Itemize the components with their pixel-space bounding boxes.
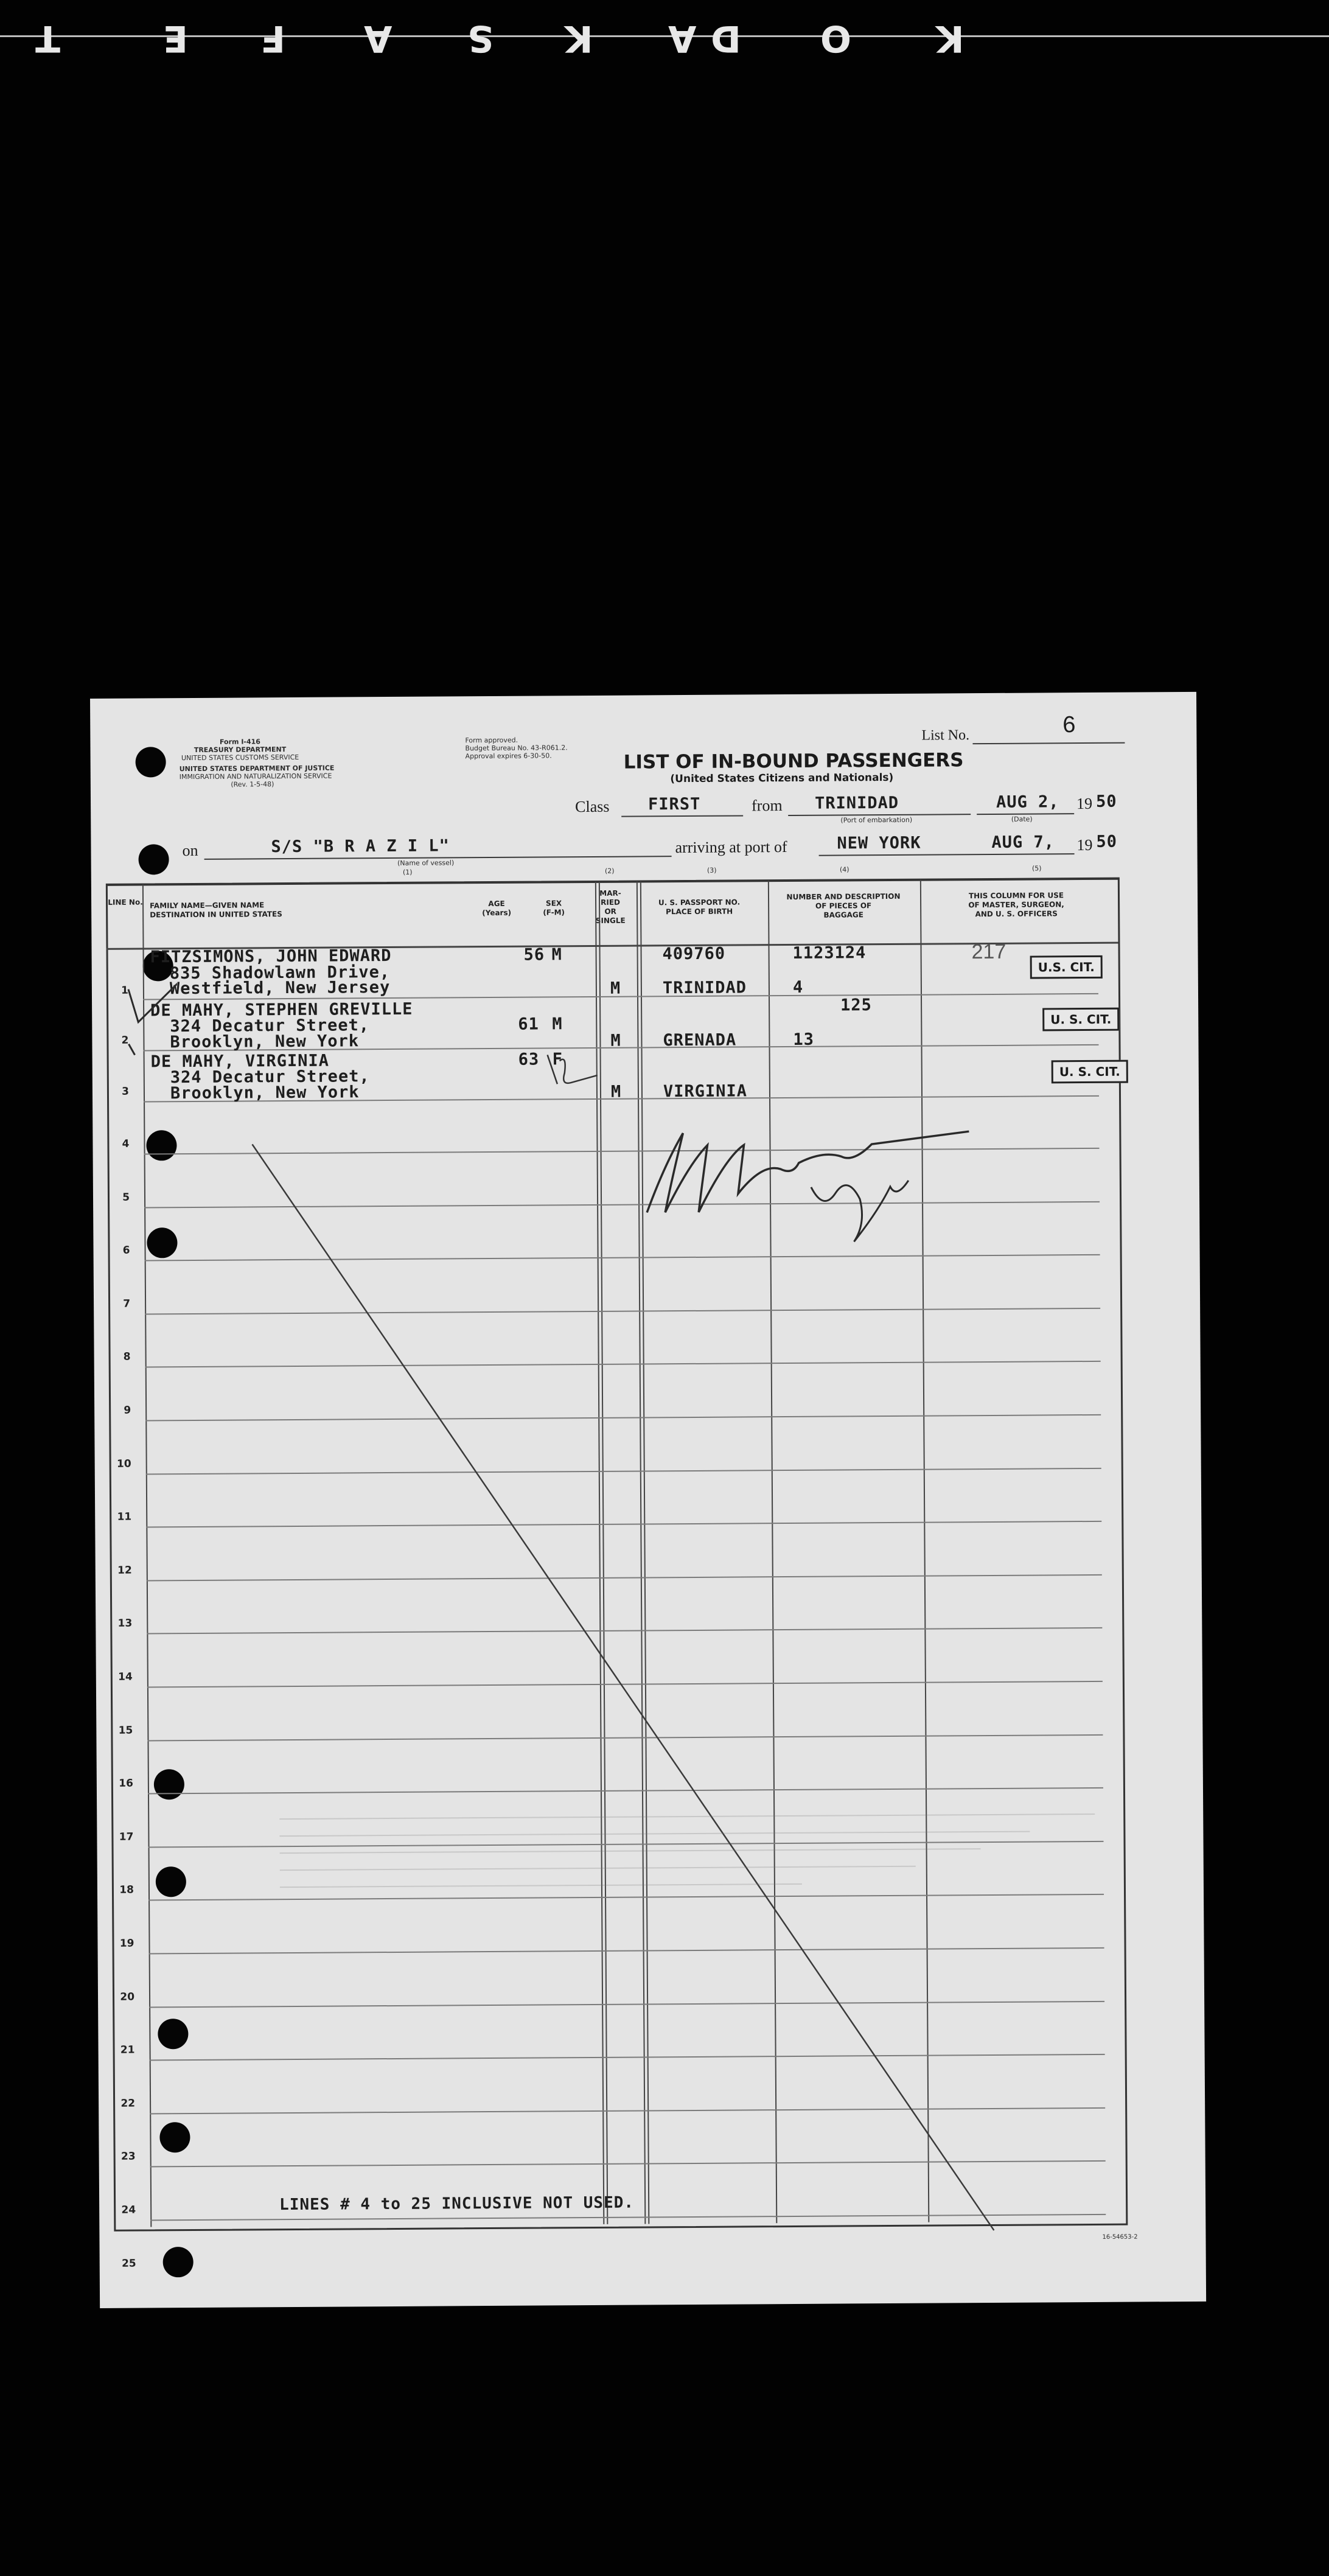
passenger-address: 324 Decatur Street,: [170, 1067, 370, 1087]
approval-line: Form approved.: [465, 736, 518, 745]
cancellation-line: [90, 692, 1206, 2308]
class-label: Class: [575, 797, 610, 816]
us-citizen-stamp: U.S. CIT.: [1030, 955, 1103, 979]
line-number: 23: [120, 2150, 136, 2163]
passenger-birthplace: GRENADA: [663, 1030, 737, 1050]
footer-code: 16-54653-2: [1102, 2233, 1138, 2241]
line-number: 10: [116, 1457, 131, 1470]
passenger-baggage-pieces: 13: [793, 1030, 815, 1049]
film-letter: E: [163, 17, 188, 60]
us-citizen-stamp: U. S. CIT.: [1042, 1008, 1119, 1031]
line-number: 14: [118, 1670, 133, 1683]
passenger-manifest-sheet: [90, 692, 1206, 2308]
agency-treasury: TREASURY DEPARTMENT: [194, 745, 287, 754]
line-number: 21: [120, 2044, 135, 2056]
column-number: (4): [839, 865, 849, 874]
passenger-name: FITZSIMONS, JOHN EDWARD: [150, 946, 392, 967]
line-number: 4: [122, 1137, 130, 1150]
passenger-address: 324 Decatur Street,: [170, 1016, 370, 1036]
from-value: TRINIDAD: [814, 793, 899, 813]
vessel-caption: (Name of vessel): [397, 859, 455, 867]
form-number: Form I-416: [219, 738, 260, 746]
arrival-date: AUG 7,: [991, 832, 1055, 852]
officer-note: 217: [971, 940, 1006, 964]
line-number: 13: [117, 1617, 133, 1630]
passenger-married: M: [610, 1031, 621, 1050]
passenger-married: M: [610, 979, 621, 998]
passenger-age: 56: [523, 945, 545, 965]
approval-line: Approval expires 6-30-50.: [465, 752, 552, 761]
passenger-age: 61: [518, 1014, 539, 1034]
line-number: 3: [122, 1085, 130, 1098]
arriving-label: arriving at port of: [675, 838, 787, 857]
passenger-sex: M: [552, 1014, 563, 1034]
date-year: 50: [1095, 792, 1117, 811]
agency-customs: UNITED STATES CUSTOMS SERVICE: [181, 753, 299, 763]
film-letter: S: [467, 17, 494, 60]
form-title: LIST OF IN-BOUND PASSENGERS: [623, 749, 964, 773]
column-header-passport: U. S. PASSPORT NO. PLACE OF BIRTH: [658, 898, 741, 916]
line-number: 20: [120, 1991, 135, 2003]
list-no-value: 6: [1062, 712, 1076, 738]
line-number: 17: [119, 1831, 134, 1843]
arrival-year-prefix: 19: [1076, 836, 1093, 854]
film-letter: K: [936, 17, 964, 60]
line-number: 24: [121, 2204, 136, 2216]
passenger-sex: F: [552, 1050, 563, 1069]
bleed-through-area: [279, 1806, 1095, 1933]
on-label: on: [182, 841, 198, 860]
agency-justice: UNITED STATES DEPARTMENT OF JUSTICE: [179, 764, 335, 773]
film-letter: A: [668, 17, 697, 60]
passenger-birthplace: VIRGINIA: [663, 1081, 748, 1101]
date-caption: (Date): [1011, 815, 1033, 823]
line-number: 11: [117, 1510, 132, 1523]
passenger-baggage-no: 1123124: [792, 943, 867, 963]
film-letter: A: [364, 17, 392, 60]
line-number: 8: [123, 1350, 131, 1363]
form-subtitle: (United States Citizens and Nationals): [670, 771, 894, 786]
film-edge-line: [0, 35, 1329, 37]
film-letter: K: [565, 17, 593, 60]
line-number: 7: [123, 1297, 131, 1310]
column-header-officers: THIS COLUMN FOR USE OF MASTER, SURGEON, AND U. S. OFFICERS: [968, 891, 1064, 919]
passenger-name: DE MAHY, STEPHEN GREVILLE: [150, 999, 413, 1021]
line-number: 6: [122, 1244, 130, 1257]
date-value: AUG 2,: [996, 792, 1059, 812]
passenger-address: Brooklyn, New York: [170, 1083, 360, 1103]
passenger-baggage-pieces: 4: [792, 977, 804, 997]
column-number: (5): [1031, 864, 1042, 873]
list-no-label: List No.: [921, 727, 970, 744]
arrival-year: 50: [1096, 832, 1118, 851]
film-letter: T: [35, 17, 60, 60]
date-year-prefix: 19: [1076, 794, 1093, 813]
agency-ins: IMMIGRATION AND NATURALIZATION SERVICE: [179, 772, 332, 781]
passenger-address: Brooklyn, New York: [170, 1031, 360, 1052]
passenger-name: DE MAHY, VIRGINIA: [150, 1051, 330, 1072]
line-number: 18: [119, 1883, 134, 1896]
line-number: 2: [121, 1034, 129, 1047]
approval-line: Budget Bureau No. 43-R061.2.: [465, 744, 568, 753]
column-header-married: MAR- RIED OR SINGLE: [595, 888, 626, 925]
officer-signature: [640, 1107, 982, 1255]
line-number: 16: [119, 1777, 133, 1790]
column-header-baggage: NUMBER AND DESCRIPTION OF PIECES OF BAGGAGE: [786, 892, 901, 920]
port-caption: (Port of embarkation): [840, 815, 913, 825]
line-number: 19: [119, 1937, 134, 1950]
passenger-baggage-no: 125: [840, 996, 872, 1015]
passenger-age: 63: [518, 1050, 540, 1069]
passenger-sex: M: [551, 945, 562, 965]
vessel-name: S/S "B R A Z I L": [271, 836, 450, 857]
column-header-sex: SEX (F-M): [543, 899, 565, 917]
film-letter: O: [820, 17, 852, 60]
passenger-birthplace: TRINIDAD: [662, 978, 747, 998]
film-letter: F: [260, 17, 285, 60]
line-number: 12: [117, 1564, 132, 1577]
line-number: 22: [120, 2097, 136, 2110]
line-number: 5: [122, 1191, 130, 1204]
passenger-married: M: [610, 1082, 622, 1101]
line-number: 9: [124, 1404, 131, 1417]
column-number: (3): [706, 866, 717, 874]
arrival-port: NEW YORK: [837, 833, 921, 853]
column-header-name: FAMILY NAME—GIVEN NAME DESTINATION IN UNITED STATES: [150, 901, 282, 920]
form-revision: (Rev. 1-5-48): [231, 780, 274, 789]
line-number: 25: [121, 2257, 136, 2270]
film-edge: [0, 0, 1329, 73]
column-header-age: AGE (Years): [482, 899, 512, 918]
line-number: 1: [121, 984, 128, 997]
column-number: (1): [402, 868, 413, 876]
line-number: 15: [118, 1724, 133, 1737]
us-citizen-stamp: U. S. CIT.: [1052, 1060, 1128, 1084]
class-value: FIRST: [647, 794, 701, 814]
from-label: from: [752, 797, 783, 815]
film-letter: D: [711, 17, 741, 60]
passenger-address: 835 Shadowlawn Drive,: [169, 962, 391, 983]
column-header-line: LINE No.: [108, 898, 143, 907]
passenger-passport: 409760: [662, 944, 726, 964]
passenger-address: Westfield, New Jersey: [169, 977, 391, 999]
lines-not-used-note: LINES # 4 to 25 INCLUSIVE NOT USED.: [279, 2193, 635, 2215]
column-number: (2): [604, 867, 615, 875]
